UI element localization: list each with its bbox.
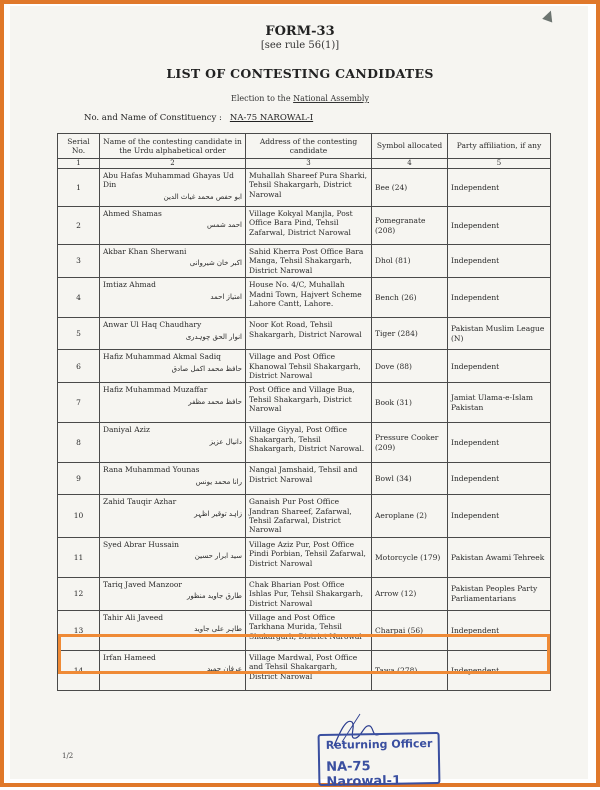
address-cell	[246, 577, 372, 610]
column-number: 4	[372, 159, 448, 169]
candidate-name: Zahid Tauqir Azhar	[103, 497, 177, 507]
candidate-symbol: Dhol (81)	[375, 256, 411, 266]
table-row	[58, 318, 551, 350]
candidate-name-urdu: دانیال عزیز	[209, 437, 242, 446]
name-cell	[100, 495, 246, 538]
candidate-party: Independent	[451, 256, 500, 266]
candidate-name-urdu: طارق جاوید منظور	[186, 592, 242, 601]
table-row	[58, 537, 551, 577]
serial-cell	[58, 383, 100, 423]
candidate-name: Rana Muhammad Younas	[103, 465, 200, 475]
table-row	[58, 169, 551, 207]
table-row	[58, 350, 551, 383]
name-cell	[100, 383, 246, 423]
serial-number: 14	[73, 665, 84, 675]
table-header-row	[58, 134, 551, 159]
name-cell	[100, 537, 246, 577]
address-cell	[246, 495, 372, 538]
party-cell	[448, 278, 551, 318]
candidate-address: Nangal Jamshaid, Tehsil and District Narowal	[249, 465, 358, 484]
candidate-symbol: Pressure Cooker (209)	[375, 433, 439, 452]
candidate-address: Sahid Kherra Post Office Bara Manga, Tehsil Shakargarh, District Narowal	[249, 247, 364, 275]
table-row	[58, 495, 551, 538]
candidate-address: Chak Bharian Post Office Ishlas Pur, Tehsil Shakargarh, District Narowal	[249, 579, 363, 608]
serial-number: 5	[76, 328, 81, 338]
candidate-address: Village Aziz Pur, Post Office Pindi Porbian, Tehsil Zafarwal, District Narowal	[249, 539, 366, 568]
table-row	[58, 463, 551, 495]
address-cell	[246, 383, 372, 423]
serial-cell	[58, 318, 100, 350]
symbol-cell	[372, 463, 448, 495]
candidate-symbol: Aeroplane (2)	[375, 511, 427, 521]
address-cell	[246, 463, 372, 495]
table-row	[58, 383, 551, 423]
column-header: Address of the contesting candidate	[246, 134, 372, 159]
candidate-symbol: Tiger (284)	[375, 328, 418, 338]
table-row	[58, 207, 551, 245]
name-cell	[100, 245, 246, 278]
candidate-name: Tahir Ali Javeed	[103, 612, 164, 622]
candidate-party: Independent	[451, 361, 500, 371]
serial-number: 8	[76, 438, 81, 448]
candidate-name: Hafiz Muhammad Akmal Sadiq	[103, 352, 221, 362]
candidates-table	[57, 133, 551, 691]
serial-number: 1	[76, 182, 81, 192]
table-row	[58, 278, 551, 318]
constituency-line	[84, 113, 313, 123]
party-cell	[448, 577, 551, 610]
highlight-box	[58, 634, 550, 674]
page-number: 1/2	[62, 752, 74, 760]
candidate-address: Post Office and Village Bua, Tehsil Shakargarh, District Narowal	[249, 385, 355, 413]
returning-officer-stamp	[318, 732, 441, 790]
column-number: 5	[448, 159, 551, 169]
candidate-name: Ahmed Shamas	[103, 209, 162, 218]
symbol-cell	[372, 537, 448, 577]
constituency-label: No. and Name of Constituency :	[84, 113, 222, 123]
candidate-symbol: Bee (24)	[375, 182, 408, 192]
party-cell	[448, 537, 551, 577]
address-cell	[246, 537, 372, 577]
candidate-name: Irfan Hameed	[103, 652, 156, 662]
candidate-name-urdu: حافظ محمد اکمل صادق	[171, 364, 242, 373]
candidate-name-urdu: انوار الحق چوہدری	[185, 332, 242, 341]
serial-cell	[58, 169, 100, 207]
stamp-line-2: NA-75 Narowal-1	[326, 759, 402, 790]
candidate-symbol: Pomegranate (208)	[375, 216, 426, 235]
serial-cell	[58, 463, 100, 495]
name-cell	[100, 577, 246, 610]
address-cell	[246, 350, 372, 383]
serial-cell	[58, 207, 100, 245]
candidate-party: Pakistan Muslim League (N)	[451, 324, 545, 343]
candidate-name: Tariq Javed Manzoor	[103, 579, 182, 589]
serial-cell	[58, 245, 100, 278]
column-header: Symbol allocated	[372, 134, 448, 159]
name-cell	[100, 318, 246, 350]
address-cell	[246, 278, 372, 318]
column-number: 2	[100, 159, 246, 169]
candidate-party: Independent	[451, 438, 500, 448]
serial-cell	[58, 423, 100, 463]
candidate-address: House No. 4/C, Muhallah Madni Town, Hajvert Scheme Lahore Cantt, Lahore.	[249, 280, 362, 308]
address-cell	[246, 245, 372, 278]
symbol-cell	[372, 495, 448, 538]
candidate-name-urdu: احمد شمس	[206, 221, 242, 230]
candidate-name-urdu: زاہد توقیر اظہر	[194, 509, 242, 518]
name-cell	[100, 423, 246, 463]
stamp-line-1: Returning Officer	[325, 737, 433, 752]
candidate-address: Village and Post Office Tarkhana Murida, Tehsil Shakargarh, District Narowal	[249, 612, 362, 641]
candidate-address: Ganaish Pur Post Office Jandran Shareef, Zafarwal, Tehsil Zafarwal, District Narowal	[249, 497, 352, 535]
symbol-cell	[372, 423, 448, 463]
symbol-cell	[372, 577, 448, 610]
name-cell	[100, 169, 246, 207]
serial-number: 4	[76, 292, 81, 302]
name-cell	[100, 463, 246, 495]
party-cell	[448, 383, 551, 423]
candidate-name: Anwar Ul Haq Chaudhary	[103, 320, 202, 330]
serial-number: 13	[73, 625, 84, 635]
party-cell	[448, 423, 551, 463]
party-cell	[448, 207, 551, 245]
candidate-name: Hafiz Muhammad Muzaffar	[103, 385, 208, 395]
candidate-party: Independent	[451, 665, 500, 675]
candidate-party: Independent	[451, 474, 500, 484]
candidate-name-urdu: رانا محمد یونس	[195, 477, 242, 486]
party-cell	[448, 495, 551, 538]
candidate-name: Syed Abrar Hussain	[103, 539, 180, 549]
candidate-symbol: Book (31)	[375, 398, 412, 408]
election-line	[0, 94, 600, 103]
candidate-party: Independent	[451, 182, 500, 192]
serial-cell	[58, 495, 100, 538]
candidate-name: Imtiaz Ahmad	[103, 280, 156, 290]
candidate-party: Independent	[451, 625, 500, 635]
column-number: 3	[246, 159, 372, 169]
candidate-address: Muhallah Shareef Pura Sharki, Tehsil Shakargarh, District Narowal	[249, 171, 368, 199]
column-number: 1	[58, 159, 100, 169]
address-cell	[246, 423, 372, 463]
name-cell	[100, 350, 246, 383]
serial-number: 9	[76, 474, 81, 484]
column-number-row	[58, 159, 551, 169]
candidate-symbol: Bowl (34)	[375, 474, 412, 484]
party-cell	[448, 463, 551, 495]
serial-cell	[58, 537, 100, 577]
candidate-name-urdu: طاہر علی جاوید	[194, 625, 242, 634]
serial-cell	[58, 350, 100, 383]
address-cell	[246, 318, 372, 350]
candidate-address: Village Giyyal, Post Office Shakargarh, Tehsil Shakargarh, District Narowal.	[249, 425, 365, 453]
candidate-symbol: Motorcycle (179)	[375, 552, 441, 562]
candidate-symbol: Dove (88)	[375, 361, 412, 371]
name-cell	[100, 278, 246, 318]
candidate-symbol: Bench (26)	[375, 292, 417, 302]
symbol-cell	[372, 350, 448, 383]
rule-reference: [see rule 56(1)]	[260, 40, 340, 51]
address-cell	[246, 207, 372, 245]
party-cell	[448, 245, 551, 278]
candidate-party: Independent	[451, 511, 500, 521]
symbol-cell	[372, 278, 448, 318]
candidate-party: Pakistan Awami Tehreek	[451, 552, 545, 562]
serial-number: 7	[76, 398, 81, 408]
candidate-address: Village Kokyal Manjla, Post Office Bara Pind, Tehsil Zafarwal, District Narowal	[249, 209, 353, 237]
table-row	[58, 577, 551, 610]
serial-number: 6	[76, 361, 81, 371]
candidate-symbol: Charpai (56)	[375, 625, 424, 635]
serial-number: 10	[73, 511, 84, 521]
candidate-name-urdu: اکبر خان شیروانی	[189, 259, 242, 268]
candidate-name: Abu Hafas Muhammad Ghayas Ud Din	[103, 171, 234, 190]
candidate-name: Akbar Khan Sherwani	[103, 247, 187, 256]
table-row	[58, 245, 551, 278]
serial-number: 2	[76, 220, 81, 230]
serial-number: 3	[76, 256, 81, 266]
candidate-address: Village and Post Office Khanowal Tehsil Shakargarh, District Narowal	[249, 352, 361, 380]
column-header: Serial No.	[58, 134, 100, 159]
party-cell	[448, 169, 551, 207]
table-row	[58, 423, 551, 463]
page-title: LIST OF CONTESTING CANDIDATES	[166, 66, 434, 81]
candidate-name-urdu: امتیاز احمد	[210, 292, 242, 301]
serial-cell	[58, 577, 100, 610]
symbol-cell	[372, 207, 448, 245]
serial-number: 11	[73, 552, 84, 562]
candidate-name-urdu: سید ابرار حسین	[194, 552, 242, 561]
election-prefix: Election to the	[230, 94, 291, 103]
corner-mark-icon: ▲	[541, 6, 557, 25]
address-cell	[246, 169, 372, 207]
candidate-address: Noor Kot Road, Tehsil Shakargarh, District Narowal	[249, 320, 362, 339]
serial-cell	[58, 278, 100, 318]
candidate-symbol: Tawa (278)	[375, 665, 418, 675]
candidate-party: Jamiat Ulama-e-Islam Pakistan	[451, 393, 533, 412]
candidate-party: Pakistan Peoples Party Parliamentarians	[451, 584, 538, 603]
candidate-address: Village Mardwal, Post Office and Tehsil Shakargarh, District Narowal	[249, 652, 358, 681]
form-number: FORM-33	[265, 24, 335, 39]
symbol-cell	[372, 169, 448, 207]
symbol-cell	[372, 245, 448, 278]
party-cell	[448, 318, 551, 350]
serial-number: 12	[73, 589, 84, 599]
symbol-cell	[372, 383, 448, 423]
candidate-party: Independent	[451, 292, 500, 302]
column-header: Name of the contesting candidate in the Urdu alphabetical order	[100, 134, 246, 159]
symbol-cell	[372, 318, 448, 350]
candidate-symbol: Arrow (12)	[375, 589, 417, 599]
constituency-value: NA-75 NAROWAL-I	[229, 113, 314, 123]
candidate-name: Daniyal Aziz	[103, 425, 150, 435]
candidate-name-urdu: حافظ محمد مظفر	[188, 397, 242, 406]
party-cell	[448, 350, 551, 383]
candidate-party: Independent	[451, 220, 500, 230]
name-cell	[100, 207, 246, 245]
election-body: National Assembly	[293, 94, 369, 103]
candidate-name-urdu: عرفان حمید	[206, 665, 242, 674]
candidate-name-urdu: ابو حفص محمد غیاث الدین	[163, 192, 242, 201]
column-header: Party affiliation, if any	[448, 134, 551, 159]
